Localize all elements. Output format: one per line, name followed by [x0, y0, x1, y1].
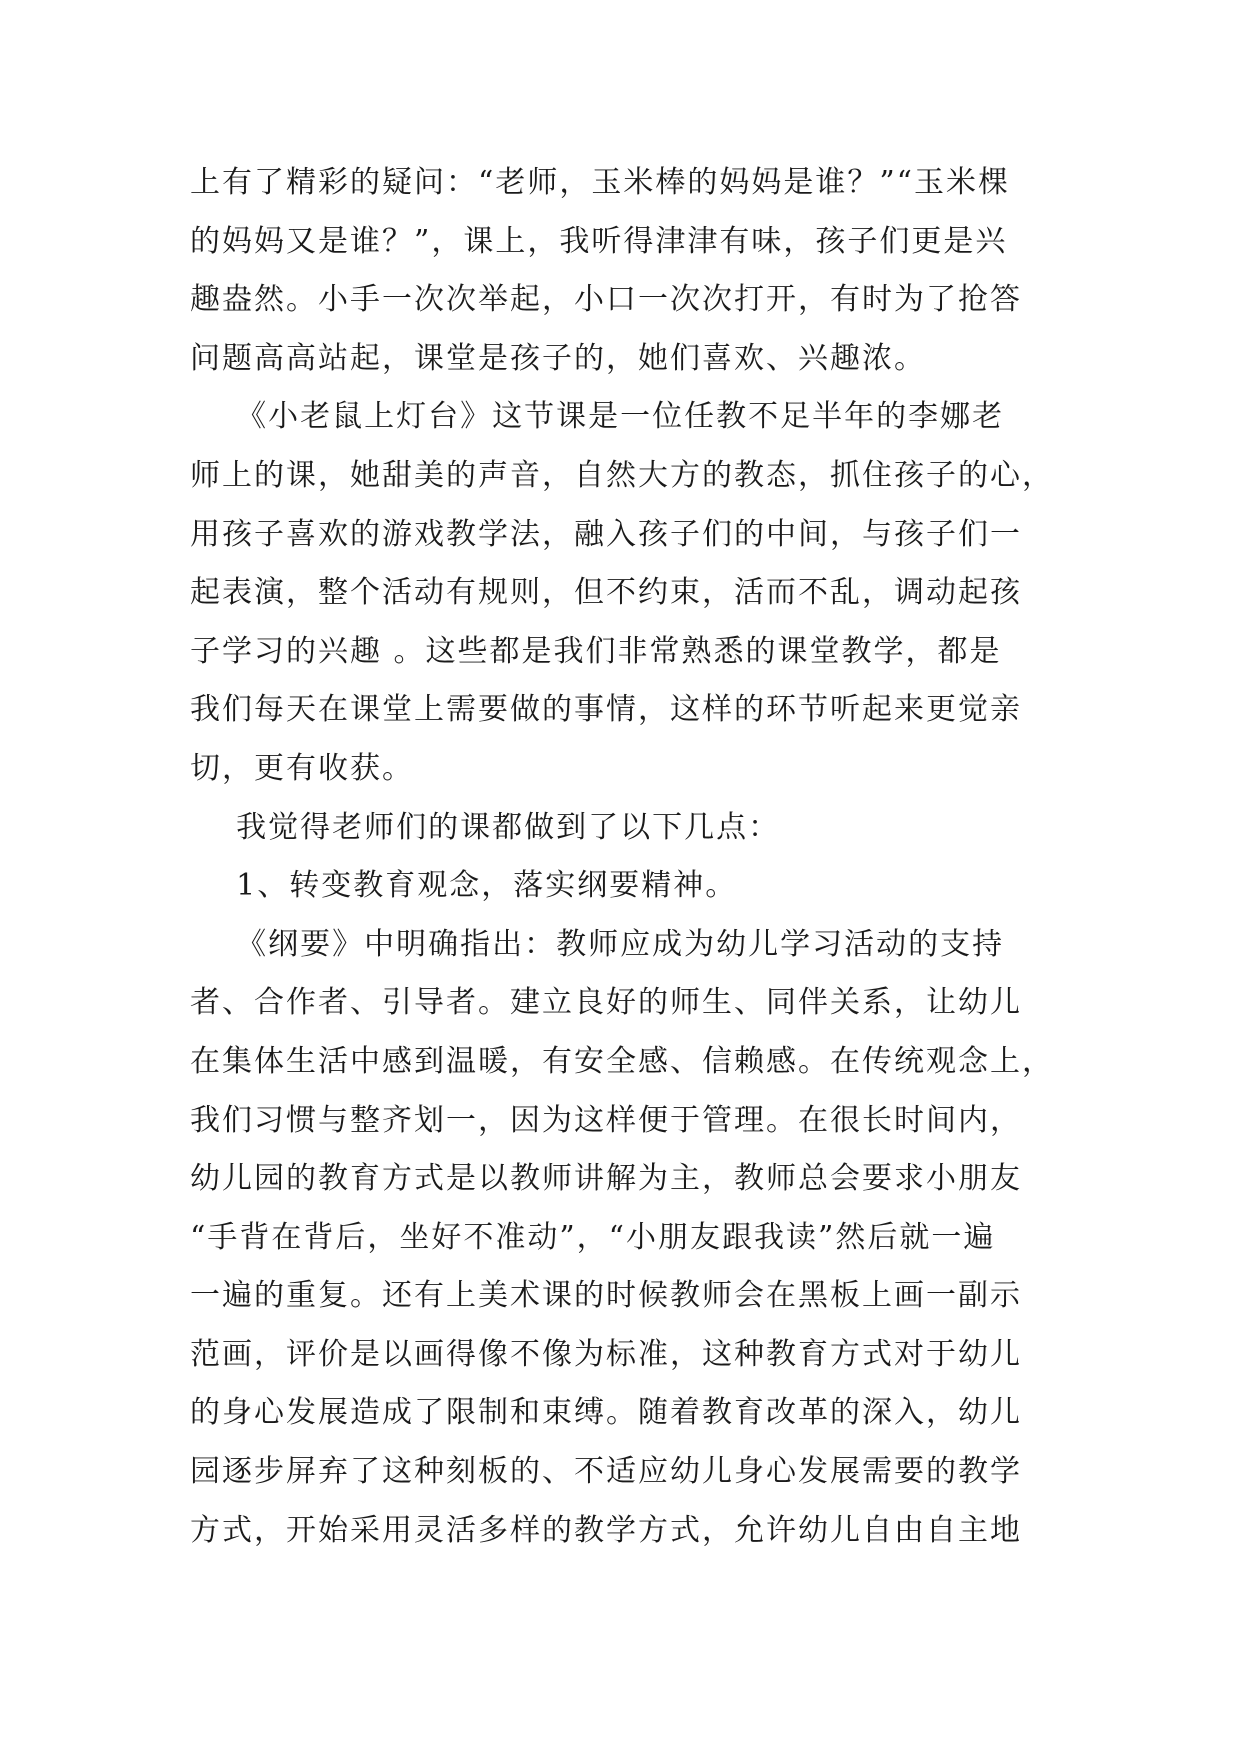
text-line: 《纲要》中明确指出：教师应成为幼儿学习活动的支持 [190, 926, 1005, 962]
text-line: 范画，评价是以画得像不像为标准，这种教育方式对于幼儿 [190, 1336, 1022, 1372]
text-line: 园逐步屏弃了这种刻板的、不适应幼儿身心发展需要的教学 [190, 1454, 1022, 1490]
text-line: 我们习惯与整齐划一，因为这样便于管理。在很长时间内， [190, 1102, 1022, 1138]
text-line: 上有了精彩的疑问：“老师，玉米棒的妈妈是谁？”“玉米棵 [190, 165, 1011, 200]
text-line: 趣盎然。小手一次次举起，小口一次次打开，有时为了抢答 [190, 282, 1022, 318]
text-line: 起表演，整个活动有规则，但不约束，活而不乱，调动起孩 [190, 575, 1022, 611]
text-line: 《小老鼠上灯台》这节课是一位任教不足半年的李娜老 [190, 399, 1005, 435]
text-line: 子学习的兴趣 。这些都是我们非常熟悉的课堂教学，都是 [190, 633, 1002, 669]
text-line: “手背在背后，坐好不准动”，“小朋友跟我读”然后就一遍 [190, 1219, 996, 1255]
text-line: 我们每天在课堂上需要做的事情，这样的环节听起来更觉亲 [190, 692, 1022, 728]
text-line: 问题高高站起，课堂是孩子的，她们喜欢、兴趣浓。 [190, 340, 926, 376]
text-line: 切，更有收获。 [190, 750, 414, 786]
text-line: 的身心发展造成了限制和束缚。随着教育改革的深入，幼儿 [190, 1395, 1022, 1431]
text-line: 师上的课，她甜美的声音，自然大方的教态，抓住孩子的心， [190, 457, 1054, 493]
text-line: 1、转变教育观念，落实纲要精神。 [190, 868, 738, 904]
text-line: 一遍的重复。还有上美术课的时候教师会在黑板上画一副示 [190, 1278, 1022, 1314]
text-line: 的妈妈又是谁？”，课上，我听得津津有味，孩子们更是兴 [190, 223, 1008, 259]
text-line: 我觉得老师们的课都做到了以下几点： [190, 809, 781, 845]
text-line: 在集体生活中感到温暖，有安全感、信赖感。在传统观念上， [190, 1043, 1054, 1079]
text-line: 者、合作者、引导者。建立良好的师生、同伴关系，让幼儿 [190, 985, 1022, 1021]
text-line: 方式，开始采用灵活多样的教学方式，允许幼儿自由自主地 [190, 1512, 1022, 1548]
text-line: 用孩子喜欢的游戏教学法，融入孩子们的中间，与孩子们一 [190, 516, 1022, 552]
text-line: 幼儿园的教育方式是以教师讲解为主，教师总会要求小朋友 [190, 1161, 1022, 1197]
body-text [190, 154, 1060, 1560]
